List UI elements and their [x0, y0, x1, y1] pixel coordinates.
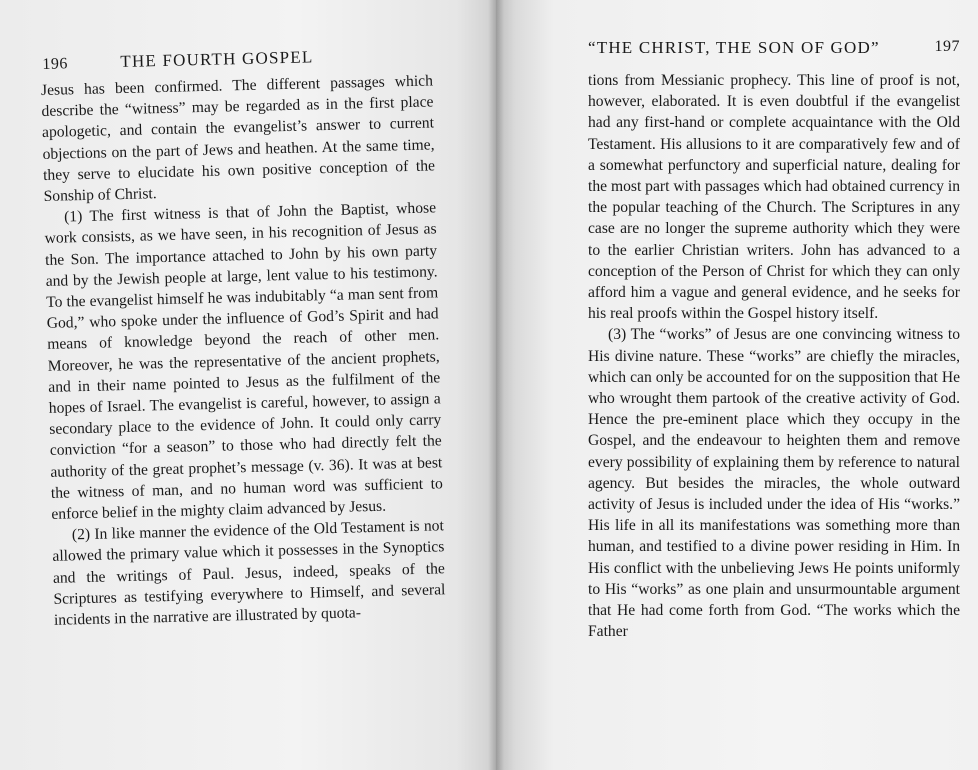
right-page-number: 197 [934, 38, 960, 55]
left-paragraph-1: Jesus has been confirmed. The different passages which describe the “witness” may be regarded as in the first place apologetic, and contain the evangelist’s answer to current objections on the part of Jews and heathen. At the same time, they serve to elucidate his own positive conception of the Sonship of Christ. [40, 72, 436, 205]
left-paragraph-2: (1) The first witness is that of John the Baptist, whose work consists, as we have seen, in his recognition of Jesus as the Son. The importance attached to John by his own party and by the Jewish people at large, lent value to his testimony. To the evangelist himself he was indubitably “a man sent from God,” who spoke under the influence of God’s Spirit and had means of knowledge beyond the reach of other men. Moreover, he was the representative of the ancient prophets, and in their name pointed to Jesus as the fulfilment of the hopes of Israel. The evangelist is careful, however, to assign a secondary place to the evidence of John. It could only carry conviction “for a season” to those who had directly felt the authority of the great prophet’s message (v. 36). It was at best the witness of man, and no human word was sufficient to enforce belief in the mighty claim advanced by Jesus. [44, 199, 443, 523]
right-paragraph-1: tions from Messianic prophecy. This line of proof is not, however, elaborated. It is even doubtful if the evangelist had any first-hand or complete acquaintance with the Old Testament. His allusions to it are comparatively few and of a somewhat perfunctory and superficial nature, dealing for the most part with passages which had obtained currency in the popular teaching of the Church. The Scriptures in any case are no longer the supreme authority which they were to the earlier Christian writers. John has advanced to a conception of the Person of Christ for which they can only afford him a vague and general evidence, and he seeks for his real proofs within the Gospel history itself. [588, 72, 960, 323]
left-running-head [40, 38, 433, 76]
right-running-title: “THE CHRIST, THE SON OF GOD” [588, 38, 880, 57]
right-running-head [588, 38, 960, 66]
left-running-title: THE FOURTH GOSPEL [120, 47, 314, 72]
right-page-content [588, 38, 960, 642]
left-page-number: 196 [42, 55, 69, 73]
left-body-text [41, 70, 446, 631]
right-body-text [588, 70, 960, 642]
book-gutter [488, 0, 504, 770]
left-paragraph-3: (2) In like manner the evidence of the Old Testament is not allowed the primary value which it possesses in the Synoptics and the writings of Paul. Jesus, indeed, speaks of the Scriptures as testifying everywhere to Himself, and several incidents in the narrative are illustrated by quota- [52, 517, 446, 629]
left-page-content [40, 38, 446, 631]
right-paragraph-2: (3) The “works” of Jesus are one convincing witness to His divine nature. These “works” are chiefly the miracles, which can only be accounted for on the supposition that He who wrought them partook of the creative activity of God. Hence the pre-eminent place which they occupy in the Gospel, and the endeavour to heighten them and remove every possibility of explaining them by reference to natural agency. But besides the miracles, the whole outward activity of Jesus is included under the idea of His “works.” His life in all its manifestations was something more than human, and testified to a divine power residing in Him. In His conflict with the unbelieving Jews He points uniformly to His “works” as one plain and unsurmountable argument that He had come forth from God. “The works which the Father [588, 326, 960, 641]
right-page [496, 0, 978, 770]
